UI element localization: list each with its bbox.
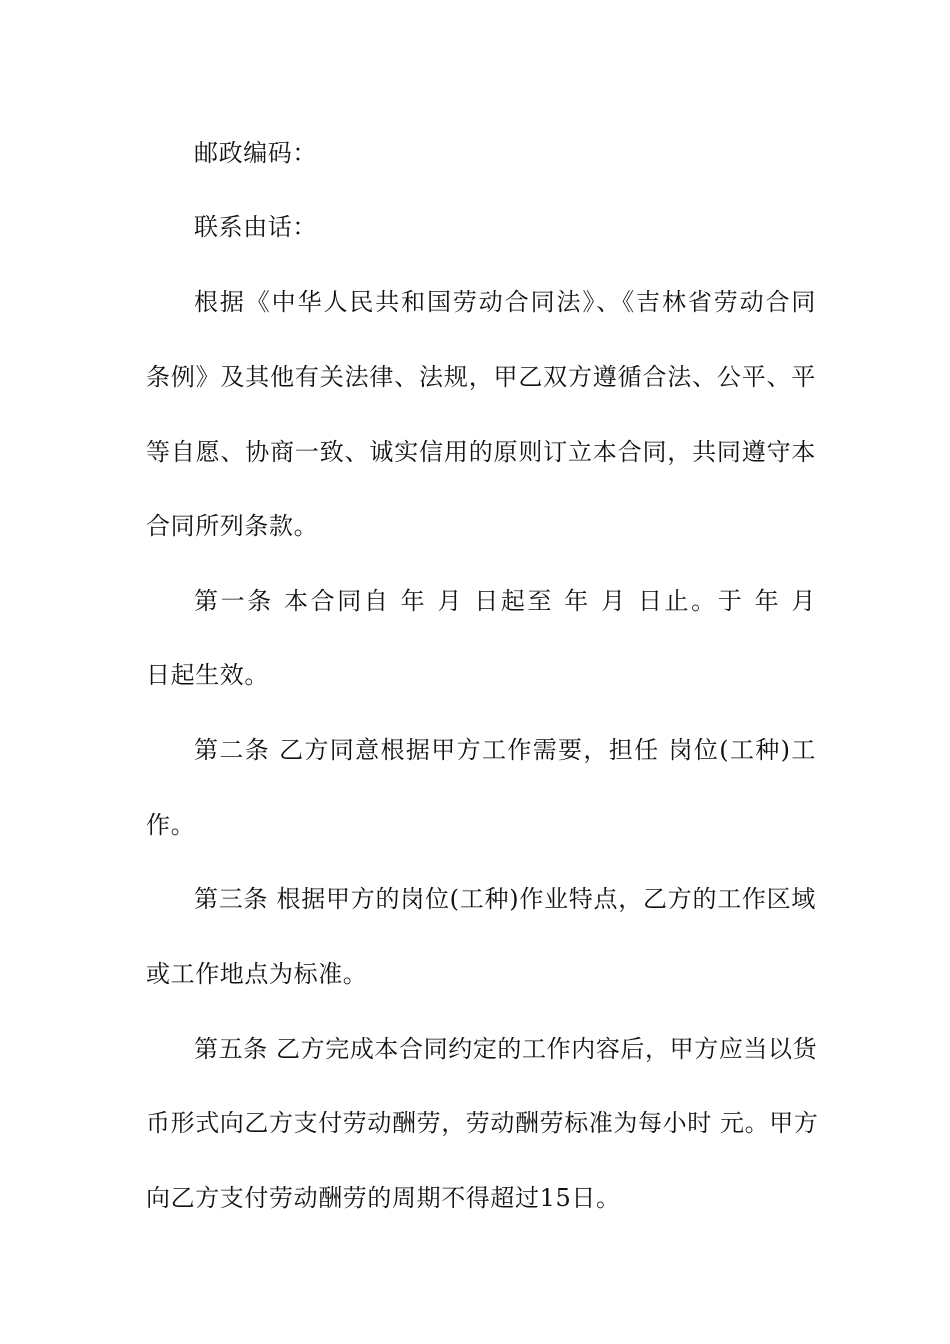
- postal-code-label: 邮政编码：: [194, 139, 317, 167]
- article-1-line-2: 日起生效。: [146, 661, 269, 689]
- article-3-line-2: 或工作地点为标准。: [146, 960, 368, 988]
- article-2-line-2: 作。: [146, 811, 196, 839]
- preamble-line-1: 根据《中华人民共和国劳动合同法》、《吉林省劳动合同: [194, 288, 816, 316]
- article-2-line-1: 第二条 乙方同意根据甲方工作需要，担任 岗位(工种)工: [194, 736, 816, 764]
- article-5-line-2: 币形式向乙方支付劳动酬劳，劳动酬劳标准为每小时 元。甲方: [146, 1109, 819, 1137]
- phone-label: 联系由话：: [194, 213, 317, 241]
- preamble-line-4: 合同所列条款。: [146, 512, 319, 540]
- preamble-line-2: 条例》及其他有关法律、法规，甲乙双方遵循合法、公平、平: [146, 363, 816, 391]
- article-1-line-1: 第一条 本合同自 年 月 日起至 年 月 日止。于 年 月: [194, 587, 816, 615]
- preamble-line-3: 等自愿、协商一致、诚实信用的原则订立本合同，共同遵守本: [146, 438, 816, 466]
- article-3-line-1: 第三条 根据甲方的岗位(工种)作业特点，乙方的工作区域: [194, 885, 816, 913]
- article-5-line-1: 第五条 乙方完成本合同约定的工作内容后，甲方应当以货: [194, 1035, 818, 1063]
- article-5-line-3: 向乙方支付劳动酬劳的周期不得超过15日。: [146, 1184, 621, 1212]
